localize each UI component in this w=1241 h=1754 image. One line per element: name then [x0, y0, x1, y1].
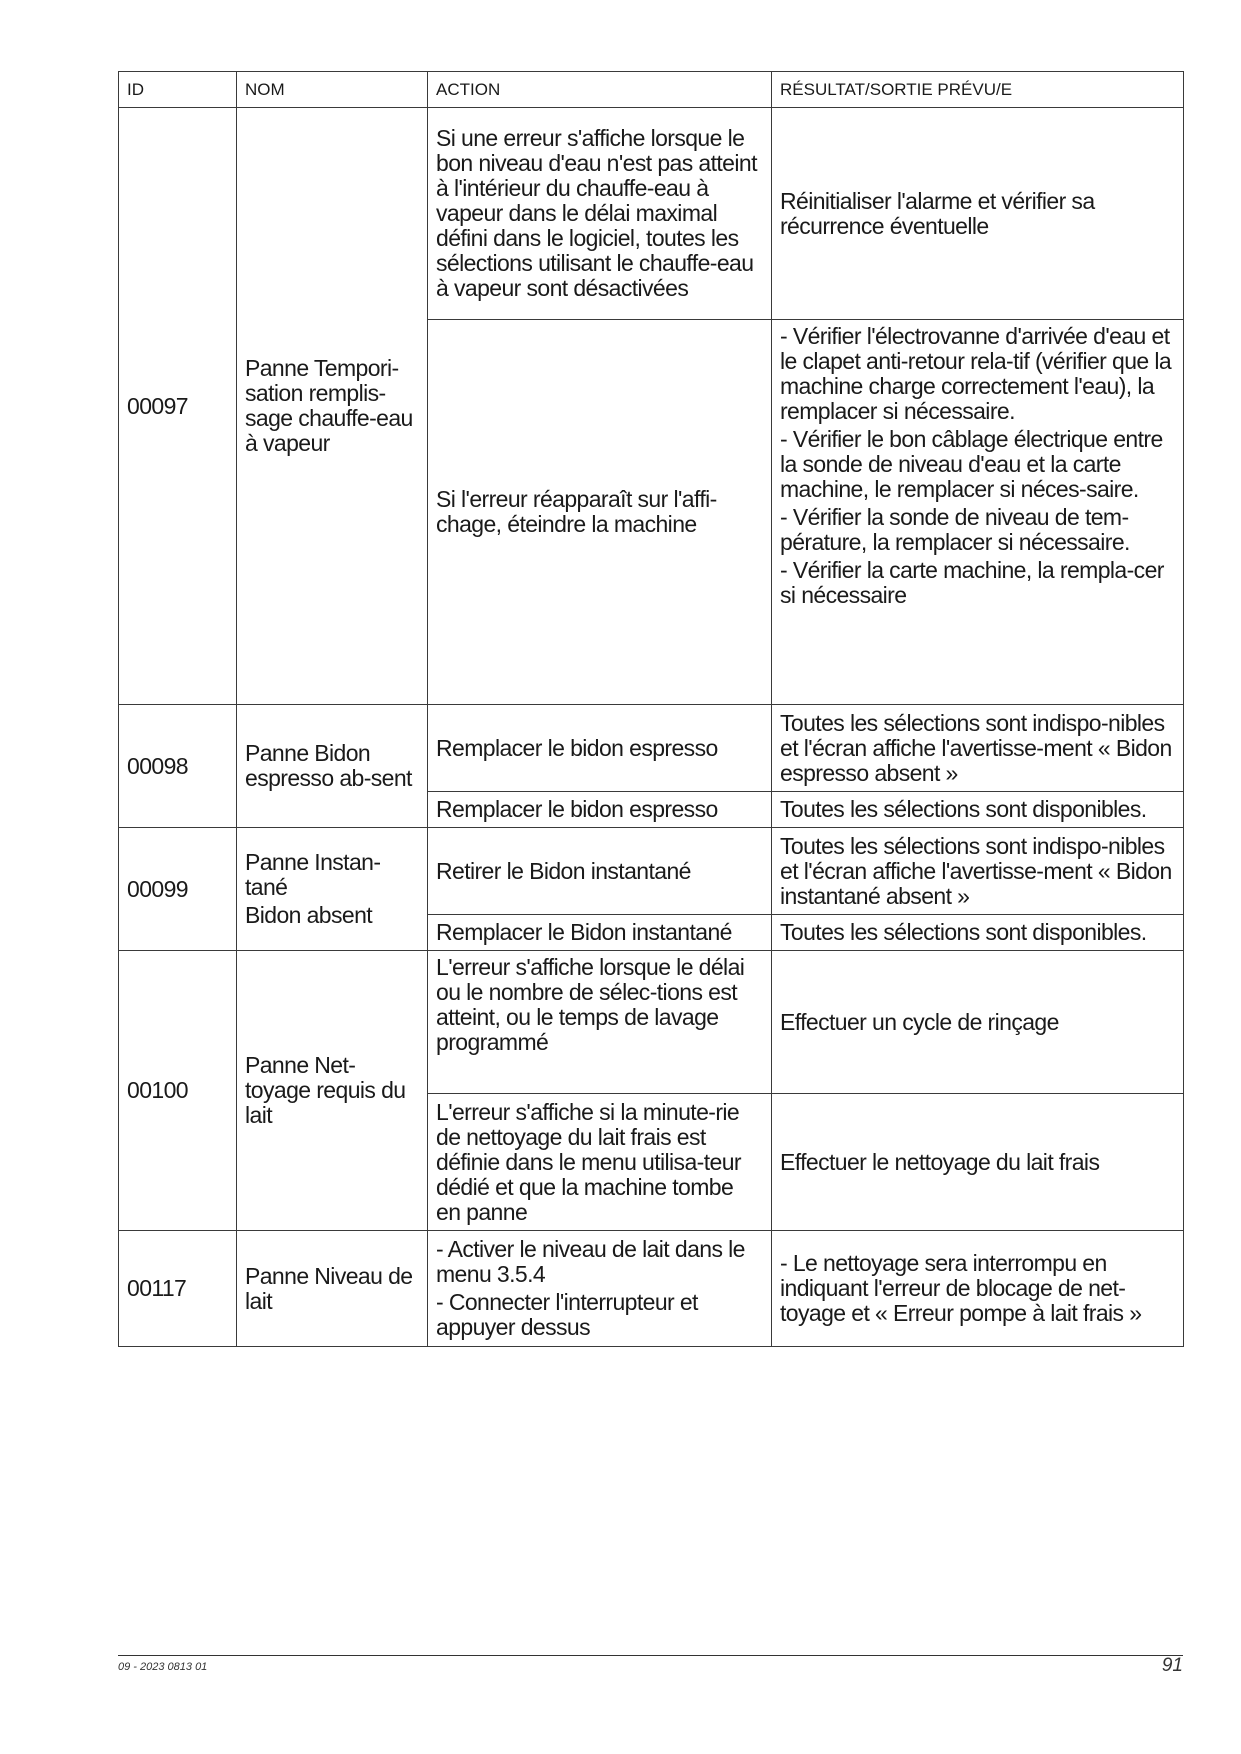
- row-id: 00100: [119, 951, 237, 1231]
- footer-reference: 09 - 2023 0813 01: [118, 1661, 208, 1673]
- nom-line: Bidon absent: [245, 902, 373, 928]
- row-result: Toutes les sélections sont disponibles.: [772, 915, 1184, 951]
- row-id: 00117: [119, 1231, 237, 1347]
- header-id: ID: [119, 72, 237, 108]
- result-item: - Vérifier le bon câblage électrique entre la sonde de niveau d'eau et la carte machine, le remplacer si néces-saire.: [780, 426, 1163, 502]
- row-action: Si l'erreur réapparaît sur l'affi-chage, éteindre la machine: [428, 320, 772, 705]
- table-header-row: [119, 72, 1184, 108]
- error-table: [118, 71, 1184, 1347]
- action-item: - Connecter l'interrupteur et appuyer dessus: [436, 1289, 698, 1340]
- row-nom: Panne Net-toyage requis du lait: [237, 951, 428, 1231]
- table-row: [119, 1231, 1184, 1347]
- footer-divider: [118, 1655, 1183, 1656]
- row-result: Toutes les sélections sont indispo-nibles et l'écran affiche l'avertisse-ment « Bidon instantané absent »: [772, 828, 1184, 915]
- row-action: Remplacer le Bidon instantané: [428, 915, 772, 951]
- row-nom: Panne Bidon espresso ab-sent: [237, 705, 428, 828]
- table-row: [119, 828, 1184, 915]
- row-nom: [237, 828, 428, 951]
- row-result: Toutes les sélections sont indispo-nibles et l'écran affiche l'avertisse-ment « Bidon espresso absent »: [772, 705, 1184, 792]
- row-id: 00099: [119, 828, 237, 951]
- table-row: [119, 705, 1184, 792]
- row-result: Réinitialiser l'alarme et vérifier sa récurrence éventuelle: [772, 108, 1184, 320]
- row-nom: Panne Niveau de lait: [237, 1231, 428, 1347]
- header-action: ACTION: [428, 72, 772, 108]
- row-result: Effectuer le nettoyage du lait frais: [772, 1094, 1184, 1231]
- header-result: RÉSULTAT/SORTIE PRÉVU/E: [772, 72, 1184, 108]
- row-result: Toutes les sélections sont disponibles.: [772, 792, 1184, 828]
- row-action: Remplacer le bidon espresso: [428, 705, 772, 792]
- row-result: Effectuer un cycle de rinçage: [772, 951, 1184, 1094]
- table-row: [119, 108, 1184, 320]
- row-id: 00097: [119, 108, 237, 705]
- page-number: 91: [1161, 1655, 1183, 1676]
- row-result: - Le nettoyage sera interrompu en indiquant l'erreur de blocage de net-toyage et « Erreur pompe à lait frais »: [772, 1231, 1184, 1347]
- nom-line: Panne Instan-tané: [245, 849, 381, 900]
- row-result: [772, 320, 1184, 705]
- row-action: L'erreur s'affiche si la minute-rie de nettoyage du lait frais est définie dans le menu utilisa-teur dédié et que la machine tombe en panne: [428, 1094, 772, 1231]
- row-action: [428, 1231, 772, 1347]
- header-nom: NOM: [237, 72, 428, 108]
- action-item: - Activer le niveau de lait dans le menu 3.5.4: [436, 1236, 745, 1287]
- result-item: - Vérifier l'électrovanne d'arrivée d'eau et le clapet anti-retour rela-tif (vérifier que la machine charge correctement l'eau), la remplacer si nécessaire.: [780, 323, 1172, 424]
- row-action: Retirer le Bidon instantané: [428, 828, 772, 915]
- row-action: Remplacer le bidon espresso: [428, 792, 772, 828]
- row-action: Si une erreur s'affiche lorsque le bon niveau d'eau n'est pas atteint à l'intérieur du chauffe-eau à vapeur dans le délai maximal défini dans le logiciel, toutes les sélections utilisant le chauffe-eau à vapeur sont désactivées: [428, 108, 772, 320]
- result-item: - Vérifier la carte machine, la rempla-cer si nécessaire: [780, 557, 1164, 608]
- row-action: L'erreur s'affiche lorsque le délai ou le nombre de sélec-tions est atteint, ou le temps de lavage programmé: [428, 951, 772, 1094]
- result-item: - Vérifier la sonde de niveau de tem-pérature, la remplacer si nécessaire.: [780, 504, 1130, 555]
- row-nom: Panne Tempori-sation remplis-sage chauffe-eau à vapeur: [237, 108, 428, 705]
- row-id: 00098: [119, 705, 237, 828]
- table-row: [119, 951, 1184, 1094]
